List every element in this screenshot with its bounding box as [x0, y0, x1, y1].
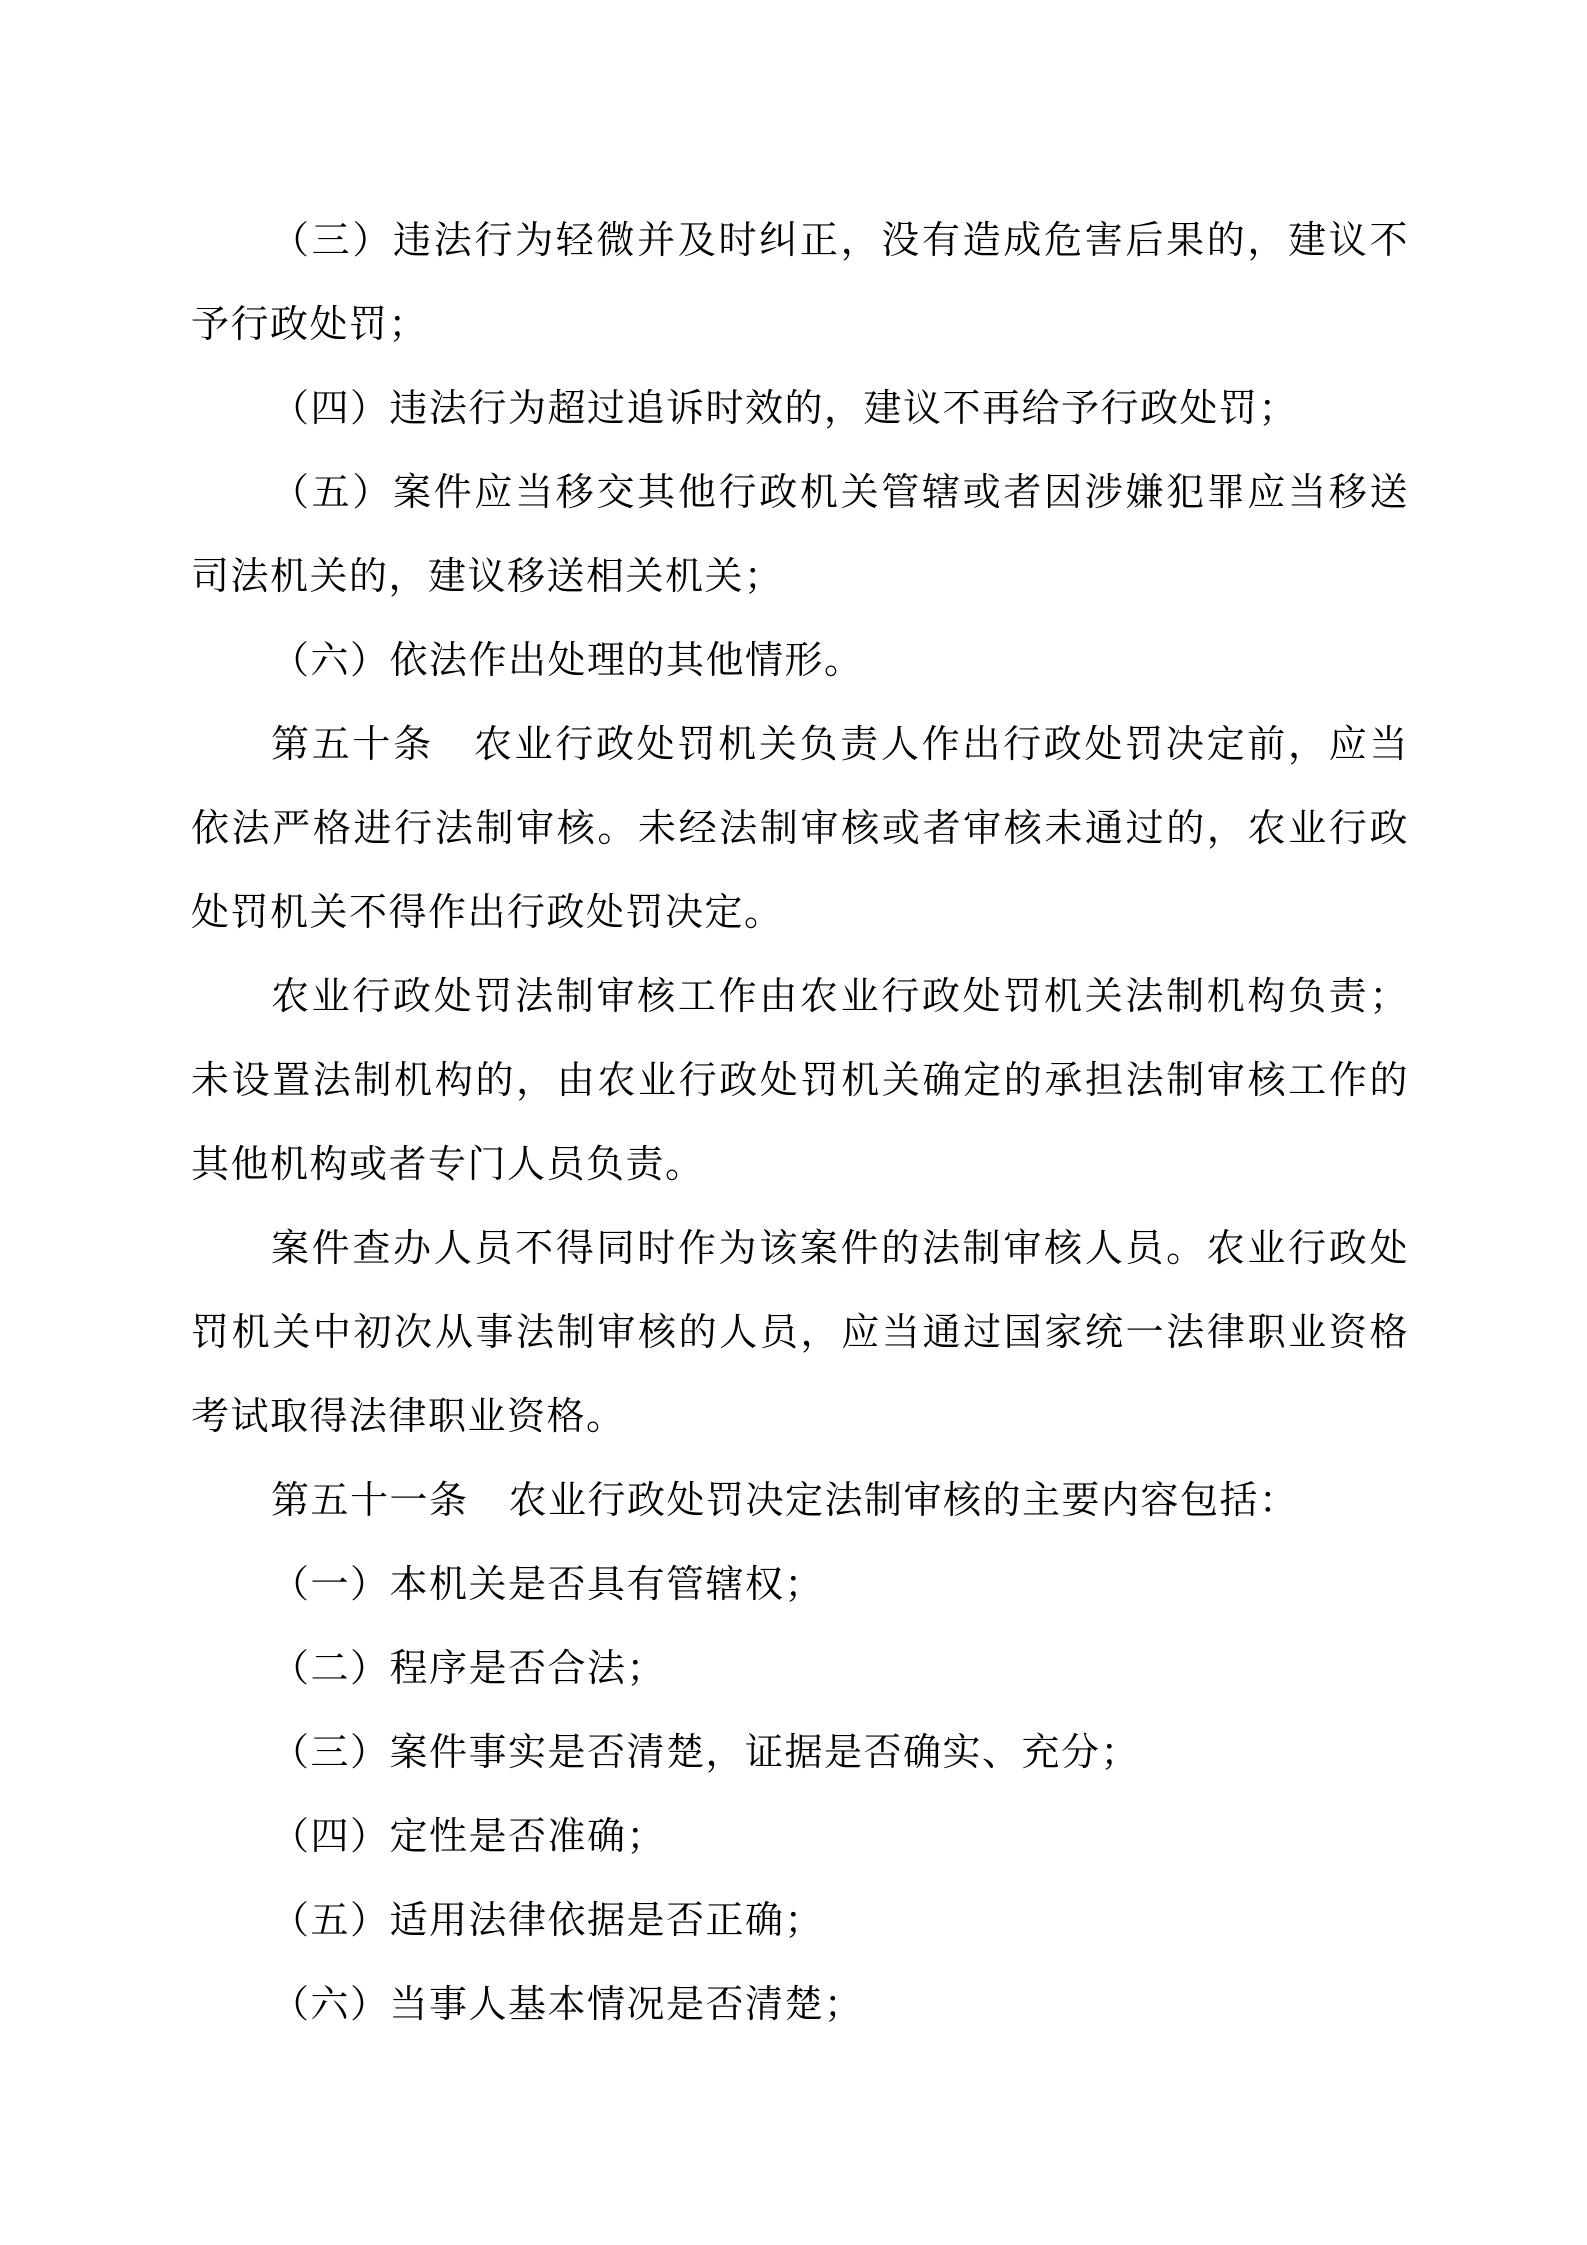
paragraph-text: （四）违法行为超过追诉时效的，建议不再给予行政处罚；: [271, 386, 1299, 430]
paragraph-text: （四）定性是否准确；: [271, 1814, 667, 1858]
list-item: [191, 1542, 1409, 1626]
paragraph-text: （三）案件事实是否清楚，证据是否确实、充分；: [271, 1730, 1141, 1774]
paragraph-text: 农业行政处罚决定法制审核的主要内容包括：: [508, 1478, 1299, 1522]
list-item: [191, 198, 1409, 366]
list-item: [191, 1962, 1409, 2046]
paragraph-text: （五）适用法律依据是否正确；: [271, 1898, 825, 1942]
paragraph-text: （二）程序是否合法；: [271, 1646, 667, 1690]
list-item: [191, 1710, 1409, 1794]
paragraph: [191, 954, 1409, 1206]
paragraph-text: 农业行政处罚法制审核工作由农业行政处罚机关法制机构负责；未设置法制机构的，由农业行政处罚机关确定的承担法制审核工作的其他机构或者专门人员负责。: [191, 974, 1409, 1186]
list-item: [191, 1878, 1409, 1962]
paragraph-text: （六）当事人基本情况是否清楚；: [271, 1982, 864, 2026]
list-item: [191, 618, 1409, 702]
paragraph-text: （一）本机关是否具有管辖权；: [271, 1562, 825, 1606]
paragraph-text: （三）违法行为轻微并及时纠正，没有造成危害后果的，建议不予行政处罚；: [191, 218, 1409, 346]
list-item: [191, 1626, 1409, 1710]
paragraph: [191, 1206, 1409, 1458]
article-paragraph: [191, 702, 1409, 954]
paragraph-text: 农业行政处罚机关负责人作出行政处罚决定前，应当依法严格进行法制审核。未经法制审核或者审核未通过的，农业行政处罚机关不得作出行政处罚决定。: [191, 722, 1409, 934]
list-item: [191, 450, 1409, 618]
article-number: 第五十一条: [271, 1478, 469, 1522]
paragraph-text: 案件查办人员不得同时作为该案件的法制审核人员。农业行政处罚机关中初次从事法制审核的人员，应当通过国家统一法律职业资格考试取得法律职业资格。: [191, 1226, 1409, 1438]
list-item: [191, 366, 1409, 450]
paragraph-text: （五）案件应当移交其他行政机关管辖或者因涉嫌犯罪应当移送司法机关的，建议移送相关机关；: [191, 470, 1409, 598]
document-body: [191, 198, 1409, 2046]
article-paragraph: [191, 1458, 1409, 1542]
paragraph-text: （六）依法作出处理的其他情形。: [271, 638, 864, 682]
list-item: [191, 1794, 1409, 1878]
article-number: 第五十条: [271, 722, 434, 766]
